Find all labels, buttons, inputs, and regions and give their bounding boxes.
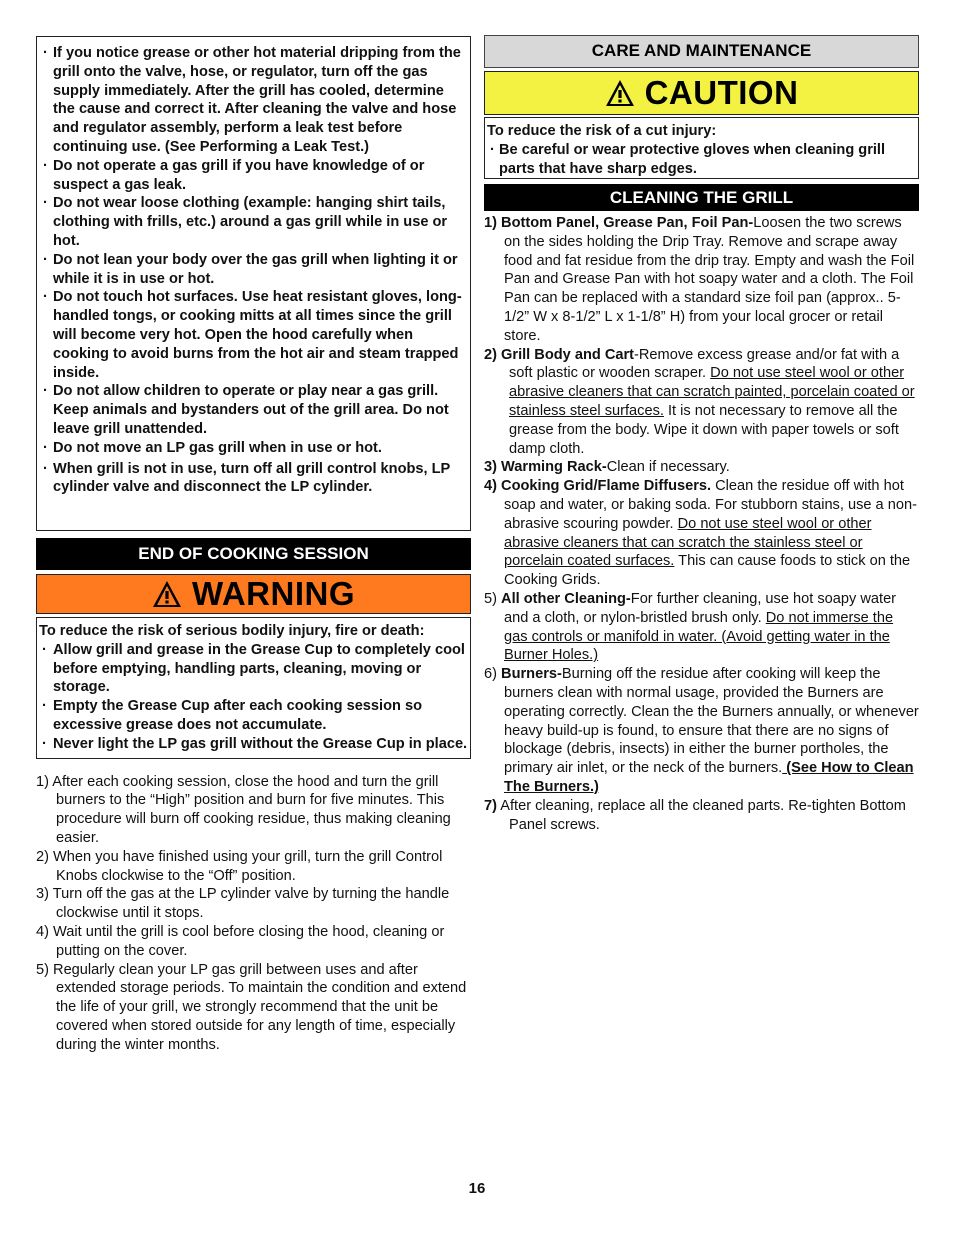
step-item: 5) Regularly clean your LP gas grill between uses and after extended storage periods. To maintain the condition and extend the life of your grill, we strongly recommend that the unit be covered when stored outside for any length of time, especially during the winter months.: [36, 961, 467, 1053]
caution-label: CAUTION: [644, 73, 799, 111]
warning-message-box: [36, 617, 471, 759]
item-number: 4): [484, 478, 497, 495]
warning-bullet: · Never light the LP gas grill without the Grease Cup in place.: [39, 735, 468, 754]
step-item: 3) Turn off the gas at the LP cylinder valve by turning the handle clockwise until it stops.: [36, 886, 450, 922]
item-text: -Remove excess grease and/or fat with a soft plastic or wooden scraper.: [509, 346, 900, 382]
cleaning-item: [484, 458, 919, 477]
end-session-heading: END OF COOKING SESSION: [36, 538, 471, 570]
item-warning-text: Do not use steel wool or other abrasive cleaners that can scratch the stainless steel or porcelain coated surfaces.: [504, 515, 872, 570]
left-column: [36, 36, 471, 1055]
safety-bullets-box: [36, 36, 471, 531]
safety-bullet: · Do not allow children to operate or play near a gas grill. Keep animals and bystanders out of the grill area. Do not leave grill unattended.: [43, 382, 466, 438]
item-text: Loosen the two screws on the sides holding the Drip Tray. Remove and scrape away food and fat residue from the drip tray. Empty and wash the Foil Pan and Grease Pan with hot soapy water and a cloth. The Foil Pan can be replaced with a standard size foil pan (approx.. 5-1/2” W x 8-1/2” L x 1-1/8” H) from your local grocer or retail store.: [504, 215, 915, 344]
item-number: 6): [484, 666, 497, 683]
cleaning-item: [484, 477, 919, 590]
caution-bullet: · Be careful or wear protective gloves when cleaning grill parts that have sharp edges.: [487, 141, 916, 179]
item-text: After cleaning, replace all the cleaned parts. Re-tighten Bottom Panel screws.: [500, 797, 906, 833]
caution-triangle-icon: [605, 78, 635, 108]
cleaning-items: [484, 214, 919, 834]
cleaning-item: [484, 797, 919, 835]
caution-message-box: [484, 117, 919, 179]
step-item: 1) After each cooking session, close the hood and turn the grill burners to the “High” position and burn for five minutes. This procedure will burn off cooking residue, thus making cleaning easier.: [36, 773, 451, 846]
safety-bullet: · Do not move an LP gas grill when in use or hot.: [43, 439, 466, 458]
warning-triangle-icon: [152, 579, 182, 609]
right-column: [484, 35, 919, 834]
care-maintenance-heading: CARE AND MAINTENANCE: [484, 35, 919, 68]
cleaning-item: [484, 214, 919, 346]
cleaning-item: [484, 590, 919, 665]
safety-bullet: · Do not operate a gas grill if you have knowledge of or suspect a gas leak.: [43, 157, 466, 195]
item-number: 5): [484, 590, 497, 607]
item-number: 1): [484, 215, 497, 231]
item-text-after: This can cause foods to stick on the Cooking Grids.: [504, 553, 911, 589]
item-title: Burners-: [501, 666, 562, 683]
item-text: For further cleaning, use hot soapy water and a cloth, or nylon-bristled brush only.: [504, 590, 897, 626]
item-warning-text: Do not use steel wool or other abrasive cleaners that can scratch painted, porcelain coated or stainless steel surfaces.: [509, 365, 915, 419]
item-title: All other Cleaning-: [501, 590, 631, 607]
warning-banner: [36, 574, 471, 614]
item-number: 2): [484, 346, 497, 363]
item-title: Bottom Panel, Grease Pan, Foil Pan-: [501, 215, 754, 231]
step-item: 2) When you have finished using your grill, turn the grill Control Knobs clockwise to the “Off” position.: [36, 848, 443, 884]
item-title: Warming Rack-: [501, 459, 607, 476]
caution-intro: To reduce the risk of a cut injury:: [487, 123, 717, 139]
page-number: 16: [468, 1180, 486, 1197]
safety-bullet: · If you notice grease or other hot material dripping from the grill onto the valve, hose, or regulator, turn off the gas supply immediately. After the grill has cooled, determine the cause and correct it. After cleaning the valve and hose and regulator assembly, perform a leak test before continuing use. (See Performing a Leak Test.): [43, 44, 466, 157]
caution-banner: [484, 71, 919, 115]
item-text: Clean if necessary.: [606, 459, 730, 476]
warning-bullet: · Allow grill and grease in the Grease Cup to completely cool before emptying, handling parts, cleaning, moving or storage.: [39, 641, 468, 697]
safety-bullet: · Do not wear loose clothing (example: hanging shirt tails, clothing with frills, etc.) around a gas grill while in use or hot.: [43, 194, 466, 250]
cooking-session-steps: [36, 773, 471, 1055]
cleaning-grill-heading: CLEANING THE GRILL: [484, 184, 919, 211]
item-title: Grill Body and Cart: [501, 346, 635, 363]
item-warning-text: Do not immerse the gas controls or manifold in water. (Avoid getting water in the Burner Holes.): [504, 609, 894, 664]
item-number: 7): [484, 797, 497, 814]
cleaning-item: [484, 346, 919, 459]
cleaning-item: [484, 665, 919, 797]
safety-bullet: · Do not lean your body over the gas grill when lighting it or while it is in use or hot.: [43, 251, 466, 289]
warning-label: WARNING: [192, 574, 355, 612]
safety-bullet: · Do not touch hot surfaces. Use heat resistant gloves, long-handled tongs, or cooking mitts at all times since the grill will become very hot. Open the hood carefully when cooking to avoid burns from the hot air and steam trapped inside.: [43, 288, 466, 382]
warning-bullet: · Empty the Grease Cup after each cooking session so excessive grease does not accumulate.: [39, 697, 468, 735]
warning-intro: To reduce the risk of serious bodily injury, fire or death:: [39, 623, 425, 639]
item-text: Clean the residue off with hot soap and water, or baking soda. For stubborn stains, use a non-abrasive scouring powder.: [504, 478, 917, 532]
item-title: Cooking Grid/Flame Diffusers.: [501, 478, 712, 495]
item-reference-link: (See How to Clean The Burners.): [504, 760, 914, 795]
item-number: 3): [484, 459, 497, 476]
item-text: Burning off the residue after cooking will keep the burners clean with normal usage, provided the Burners are operating correctly. Clean the the Burners annually, or whenever heavy build-up is found, to ensure that there are no signs of blockage (debris, insects) in either the burner portholes, the primary air inlet, or the neck of the burners.: [504, 666, 919, 777]
step-item: 4) Wait until the grill is cool before closing the hood, cleaning or putting on the cover.: [36, 923, 445, 959]
item-text-after: It is not necessary to remove all the grease from the body. Wipe it down with paper towels or soft damp cloth.: [509, 402, 899, 457]
safety-bullet: · When grill is not in use, turn off all grill control knobs, LP cylinder valve and disconnect the LP cylinder.: [43, 460, 466, 498]
